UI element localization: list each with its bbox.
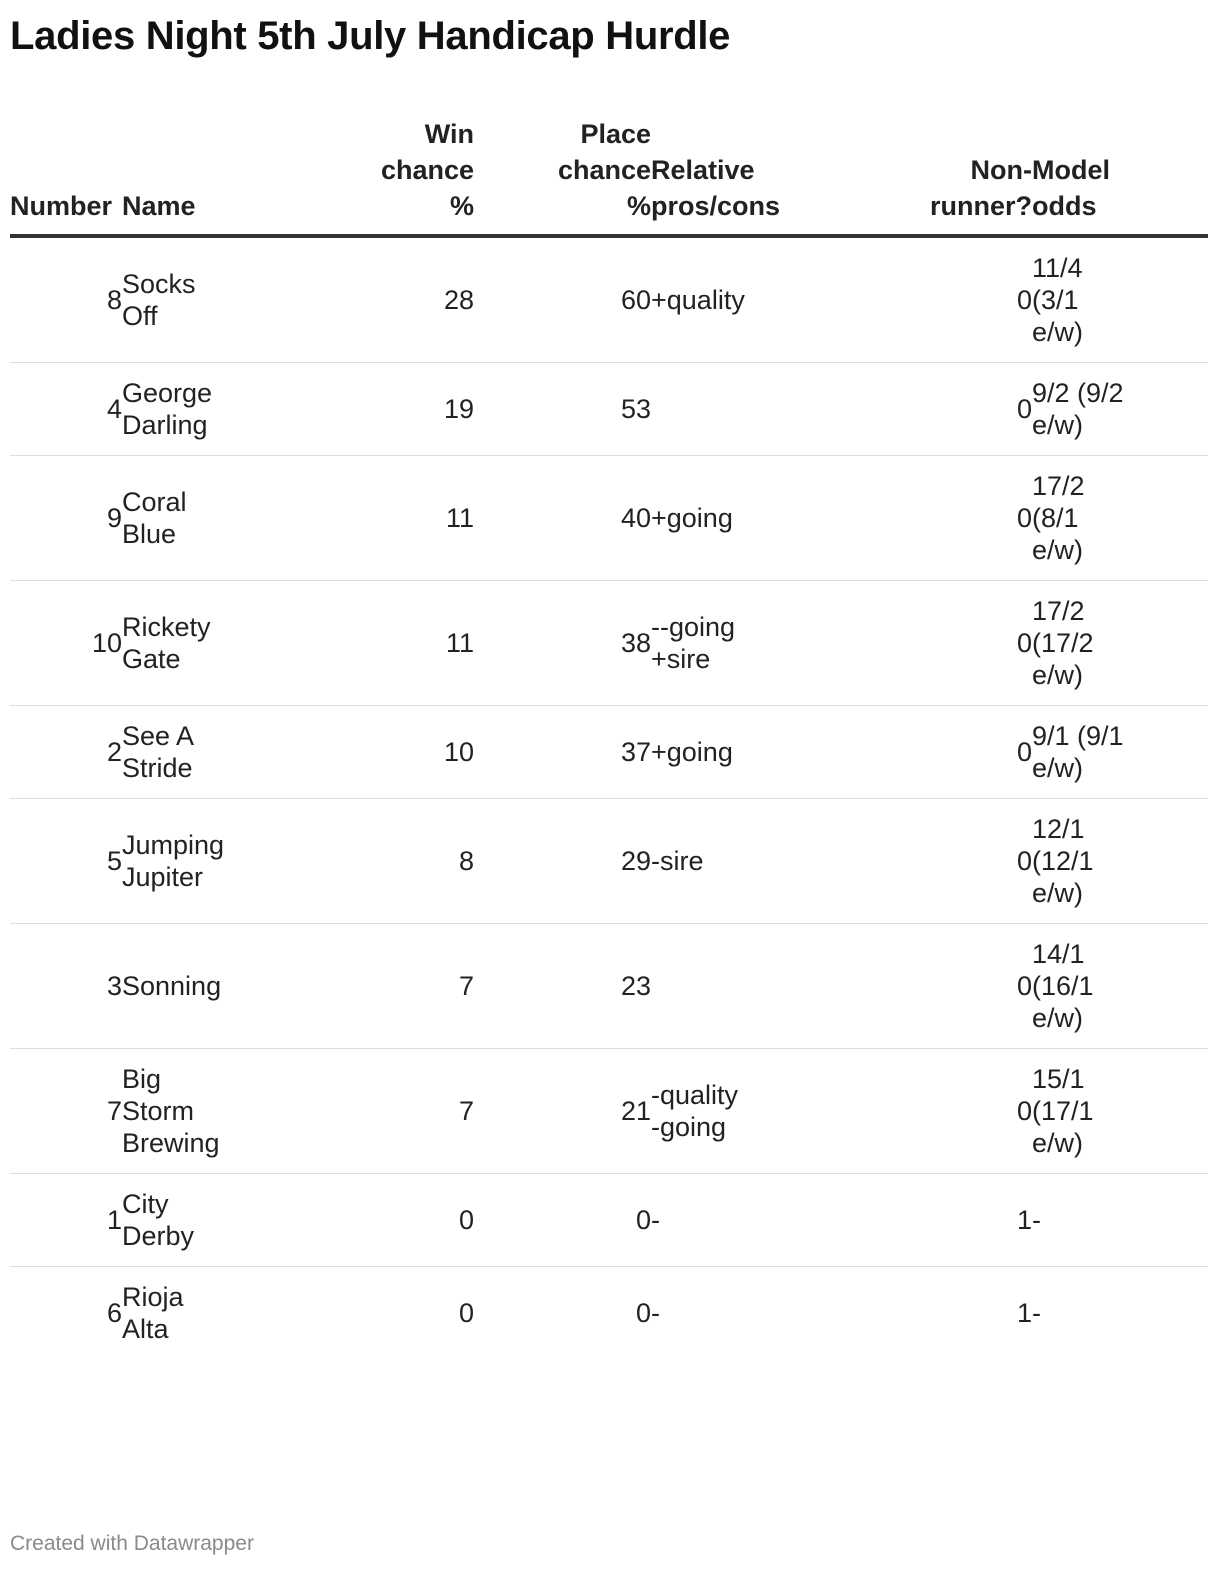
cell-relative xyxy=(651,924,847,1049)
header-relative[interactable] xyxy=(651,110,847,236)
cell-number: 6 xyxy=(106,1298,122,1328)
cell-non-runner: 0 xyxy=(847,1049,1032,1174)
cell-non-runner: 0 xyxy=(847,924,1032,1049)
table-row xyxy=(10,236,1208,363)
cell-name: See A Stride xyxy=(122,706,252,799)
cell-number: 1 xyxy=(10,1174,122,1267)
cell-relative: +going xyxy=(651,706,847,799)
cell-win-chance: 0 xyxy=(458,1298,474,1328)
cell-place-chance: 53 xyxy=(474,363,651,456)
header-non-runner-label: Non- runner? xyxy=(929,155,1032,221)
cell-place-chance: 60 xyxy=(474,236,651,363)
cell-relative: +quality xyxy=(651,236,847,363)
cell-name: Coral Blue xyxy=(122,456,252,581)
cell-place-chance: 40 xyxy=(474,456,651,581)
footer-credit: Created with Datawrapper xyxy=(10,1532,254,1555)
cell-number: 5 xyxy=(10,799,122,924)
cell-win-chance: 11 xyxy=(252,456,474,581)
cell-name: George Darling xyxy=(122,363,252,456)
cell-relative: -quality -going xyxy=(651,1049,847,1174)
cell-number: 10 xyxy=(10,581,122,706)
header-non-runner[interactable] xyxy=(847,110,1032,236)
cell-place-chance: 23 xyxy=(474,924,651,1049)
cell-relative: --going +sire xyxy=(651,581,847,706)
cell-model-odds: - xyxy=(1032,1174,1208,1267)
cell-place-chance: 38 xyxy=(474,581,651,706)
cell-name: Sonning xyxy=(122,924,252,1049)
cell-model-odds: 9/2 (9/2 e/w) xyxy=(1032,363,1208,456)
cell-name: Socks Off xyxy=(122,236,252,363)
header-place-chance-label: Place chance % xyxy=(557,119,651,221)
cell-number: 9 xyxy=(10,456,122,581)
cell-win-chance: 0 xyxy=(252,1174,474,1267)
header-model-odds-label: Model odds xyxy=(1032,155,1110,221)
cell-place-chance: 29 xyxy=(474,799,651,924)
cell-place-chance: 37 xyxy=(474,706,651,799)
header-name[interactable]: Name xyxy=(122,110,252,236)
cell-win-chance: 19 xyxy=(252,363,474,456)
cell-win-chance: 7 xyxy=(252,924,474,1049)
cell-name: Jumping Jupiter xyxy=(122,799,252,924)
cell-non-runner: 1 xyxy=(1016,1298,1032,1328)
cell-name: Rioja Alta xyxy=(122,1282,184,1344)
cell-place-chance: 21 xyxy=(474,1049,651,1174)
cell-number: 8 xyxy=(10,236,122,363)
chart-title: Ladies Night 5th July Handicap Hurdle xyxy=(10,14,731,58)
header-win-chance-label: Win chance % xyxy=(380,119,474,221)
cell-model-odds: - xyxy=(1032,1298,1041,1328)
header-relative-label: Relative pros/cons xyxy=(651,155,781,221)
cell-non-runner: 0 xyxy=(847,706,1032,799)
table-row xyxy=(10,799,1208,924)
table-row xyxy=(10,363,1208,456)
cell-name: Rickety Gate xyxy=(122,581,252,706)
table-row xyxy=(10,924,1208,1049)
table-row xyxy=(10,1174,1208,1267)
cell-place-chance: 0 xyxy=(474,1174,651,1267)
cell-non-runner: 0 xyxy=(847,581,1032,706)
cell-model-odds: 14/1 (16/1 e/w) xyxy=(1032,924,1208,1049)
table-row xyxy=(10,1267,1208,1360)
table-body xyxy=(10,236,1208,1359)
cell-relative: -sire xyxy=(651,799,847,924)
table-row xyxy=(10,456,1208,581)
cell-non-runner: 0 xyxy=(847,363,1032,456)
cell-number: 4 xyxy=(10,363,122,456)
cell-name: City Derby xyxy=(122,1174,252,1267)
cell-non-runner: 0 xyxy=(847,236,1032,363)
table-row xyxy=(10,706,1208,799)
cell-relative: +going xyxy=(651,456,847,581)
cell-place-chance: 0 xyxy=(635,1298,651,1328)
cell-relative: - xyxy=(651,1298,660,1328)
cell-number: 7 xyxy=(10,1049,122,1174)
cell-number: 3 xyxy=(10,924,122,1049)
table-row xyxy=(10,581,1208,706)
cell-relative xyxy=(651,363,847,456)
cell-model-odds: 17/2 (8/1 e/w) xyxy=(1032,456,1208,581)
cell-win-chance: 7 xyxy=(252,1049,474,1174)
cell-win-chance: 8 xyxy=(252,799,474,924)
header-win-chance[interactable] xyxy=(252,110,474,236)
header-row xyxy=(10,110,1208,236)
cell-name: Big Storm Brewing xyxy=(122,1049,252,1174)
cell-non-runner: 0 xyxy=(847,799,1032,924)
cell-win-chance: 11 xyxy=(252,581,474,706)
cell-non-runner: 1 xyxy=(847,1174,1032,1267)
cell-win-chance: 10 xyxy=(252,706,474,799)
table-row xyxy=(10,1049,1208,1174)
runners-table xyxy=(10,110,1208,1359)
header-place-chance[interactable] xyxy=(474,110,651,236)
cell-model-odds: 17/2 (17/2 e/w) xyxy=(1032,581,1208,706)
header-number[interactable]: Number xyxy=(10,110,122,236)
cell-model-odds: 9/1 (9/1 e/w) xyxy=(1032,706,1208,799)
header-model-odds[interactable] xyxy=(1032,110,1208,236)
cell-number: 2 xyxy=(10,706,122,799)
cell-win-chance: 28 xyxy=(252,236,474,363)
cell-model-odds: 12/1 (12/1 e/w) xyxy=(1032,799,1208,924)
cell-model-odds: 15/1 (17/1 e/w) xyxy=(1032,1049,1208,1174)
cell-model-odds: 11/4 (3/1 e/w) xyxy=(1032,236,1208,363)
cell-non-runner: 0 xyxy=(847,456,1032,581)
cell-relative: - xyxy=(651,1174,847,1267)
